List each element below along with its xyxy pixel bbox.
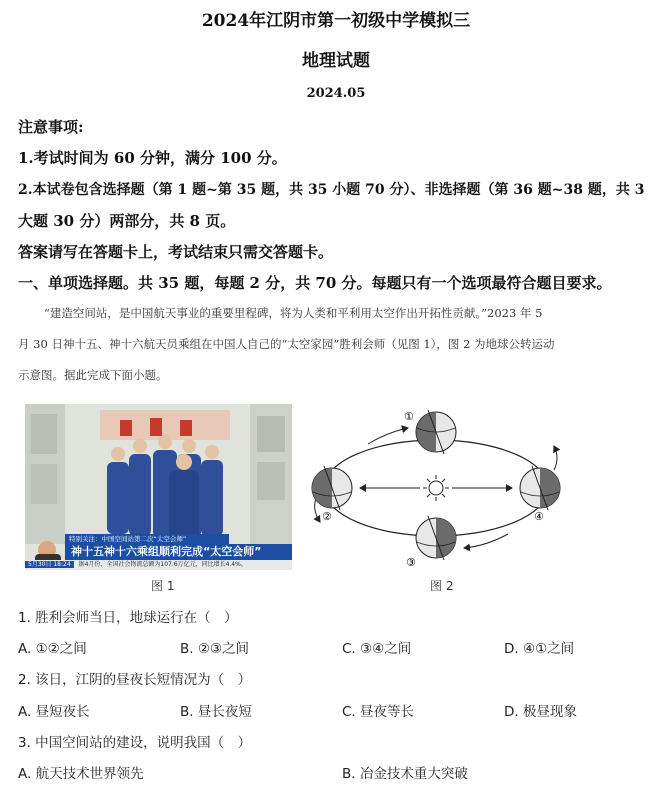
exam-subtitle: 地理试题	[302, 51, 370, 71]
notice-heading: 注意事项:	[18, 118, 84, 136]
notice-item-1: 1.考试时间为 60 分钟，满分 100 分。	[18, 149, 287, 167]
q1-option-d: D. ④①之间	[504, 641, 575, 657]
figure-2-caption: 图 2	[430, 579, 454, 593]
ticker-date: 5月30日 18:24	[25, 561, 74, 568]
orbit-label-4: ④	[534, 510, 544, 523]
exam-date: 2024.05	[306, 86, 366, 101]
q3-option-b: B. 冶金技术重大突破	[342, 766, 468, 782]
sun-icon	[423, 475, 449, 501]
intro-line-1: “建造空间站，是中国航天事业的重要里程碑，将为人类和平利用太空作出开拓性贡献。”2023 年 5	[44, 306, 543, 320]
orbit-label-2: ②	[322, 510, 332, 523]
question-3-stem: 3. 中国空间站的建设，说明我国（ ）	[18, 735, 252, 751]
news-banner-main: 神十五神十六乘组顺利完成“太空会师”	[65, 544, 292, 560]
notice-item-3: 答案请写在答题卡上，考试结束只需交答题卡。	[18, 243, 334, 261]
figure-1-caption: 图 1	[151, 579, 175, 593]
earth-right-icon	[520, 466, 560, 510]
news-ticker	[25, 560, 292, 570]
orbit-label-1: ①	[404, 410, 414, 423]
news-banner-small: 特别关注：中国空间站第二次“太空会师”	[65, 534, 229, 544]
orbit-label-3: ③	[406, 556, 416, 569]
space-station-photo	[25, 404, 292, 570]
orbit-arrow-icon	[464, 534, 508, 548]
ticker-text: 据4月份，全国社会物流总额为107.6万亿元，同比增长4.4%。	[78, 561, 247, 568]
earth-bottom-icon	[416, 516, 456, 560]
earth-top-icon	[416, 410, 456, 454]
intro-line-2: 月 30 日神十五、神十六航天员乘组在中国人自己的“太空家园”胜利会师（见图 1），图 2 为地球公转运动	[18, 337, 555, 351]
q1-option-c: C. ③④之间	[342, 641, 412, 657]
question-2-stem: 2. 该日，江阴的昼夜长短情况为（ ）	[18, 672, 252, 688]
q2-option-c: C. 昼夜等长	[342, 704, 415, 720]
q2-option-b: B. 昼长夜短	[180, 704, 252, 720]
earth-left-icon	[312, 466, 352, 510]
exam-title: 2024年江阴市第一初级中学模拟三	[201, 11, 471, 31]
q3-option-a: A. 航天技术世界领先	[18, 766, 144, 782]
q2-option-a: A. 昼短夜长	[18, 704, 90, 720]
intro-line-3: 示意图。据此完成下面小题。	[18, 368, 168, 382]
section-heading: 一、单项选择题。共 35 题，每题 2 分，共 70 分。每题只有一个选项最符合题目要求。	[18, 274, 612, 292]
q1-option-a: A. ①②之间	[18, 641, 87, 657]
notice-item-2-line-2: 大题 30 分）两部分，共 8 页。	[18, 212, 236, 230]
earth-revolution-diagram	[308, 398, 570, 570]
question-1-stem: 1. 胜利会师当日，地球运行在（ ）	[18, 610, 238, 626]
q1-option-b: B. ②③之间	[180, 641, 250, 657]
notice-item-2-line-1: 2.本试卷包含选择题（第 1 题~第 35 题，共 35 小题 70 分）、非选择题（第 36 题~38 题，共 3	[18, 182, 645, 198]
q2-option-d: D. 极昼现象	[504, 704, 577, 720]
orbit-arrow-icon	[554, 446, 557, 470]
